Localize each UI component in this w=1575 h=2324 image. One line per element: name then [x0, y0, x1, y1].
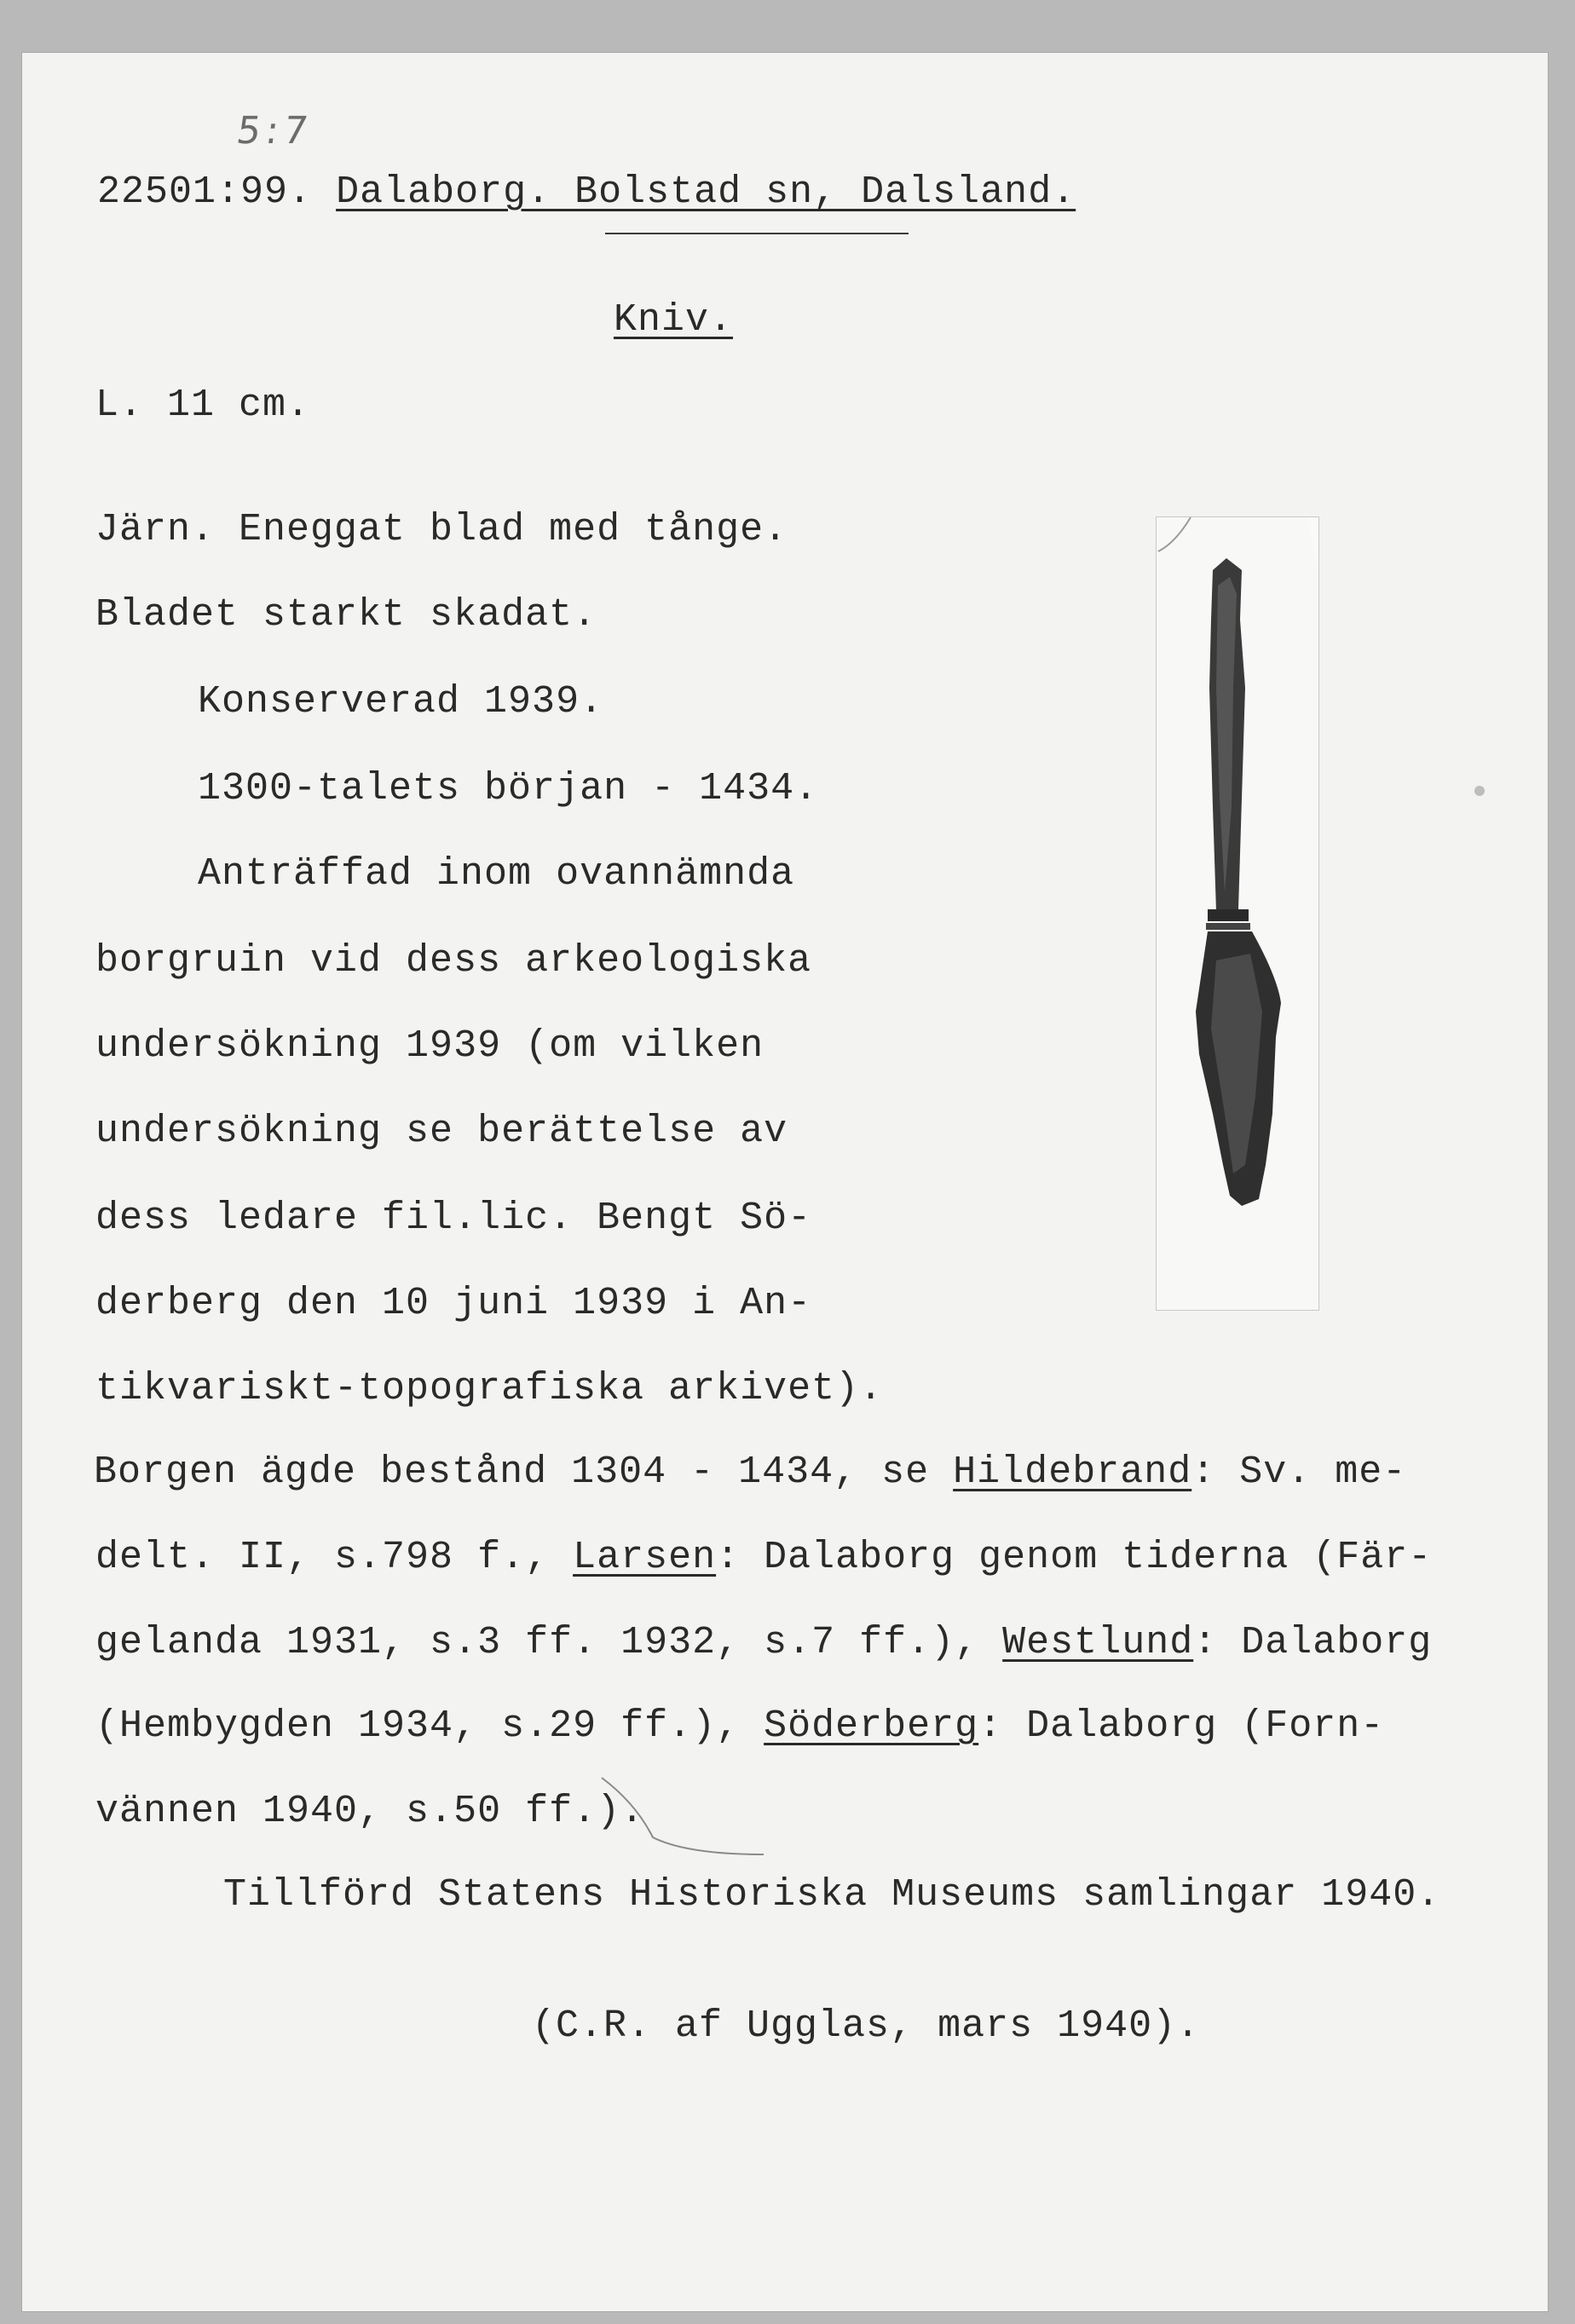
description-line: derberg den 10 juni 1939 i An-	[95, 1282, 812, 1325]
literature-line	[95, 1621, 1432, 1664]
dust-speck	[1474, 786, 1485, 796]
handwritten-number: 5:7	[234, 109, 316, 153]
literature-line	[95, 1536, 1432, 1579]
literature-reference: Hildebrand	[953, 1450, 1192, 1494]
description-line: borgruin vid dess arkeologiska	[95, 939, 812, 983]
description-line: Konserverad 1939.	[198, 680, 604, 724]
literature-text: : Dalaborg genom tiderna (Fär-	[716, 1536, 1433, 1579]
literature-text: (Hembygden 1934, s.29 ff.),	[95, 1704, 764, 1748]
literature-text: : Sv. me-	[1191, 1450, 1407, 1494]
literature-reference: Westlund	[1002, 1621, 1194, 1664]
literature-text: delt. II, s.798 f.,	[95, 1536, 574, 1579]
literature-line	[94, 1450, 1406, 1494]
literature-text: Borgen ägde bestånd 1304 - 1434, se	[94, 1450, 954, 1494]
card-header	[97, 170, 1076, 214]
knife-photograph	[1156, 516, 1319, 1311]
description-line: 1300-talets början - 1434.	[198, 767, 819, 810]
literature-text: : Dalaborg (Forn-	[978, 1704, 1385, 1748]
signature-line: (C.R. af Ugglas, mars 1940).	[532, 2004, 1201, 2048]
find-location: Dalaborg. Bolstad sn, Dalsland.	[336, 170, 1076, 214]
literature-reference: Larsen	[573, 1536, 717, 1579]
description-line: undersökning 1939 (om vilken	[95, 1024, 764, 1068]
object-length: L. 11 cm.	[95, 383, 311, 427]
description-line: undersökning se berättelse av	[95, 1110, 788, 1153]
knife-image	[1157, 517, 1318, 1310]
header-extra-rule	[605, 233, 909, 234]
inventory-number: 22501:99.	[97, 170, 313, 214]
description-line: dess ledare fil.lic. Bengt Sö-	[95, 1197, 812, 1240]
literature-line	[95, 1704, 1384, 1748]
acquisition-note: Tillförd Statens Historiska Museums samlingar 1940.	[223, 1873, 1441, 1917]
description-line: tikvariskt-topografiska arkivet).	[95, 1367, 884, 1410]
description-line: Anträffad inom ovannämnda	[198, 852, 795, 896]
catalog-card	[22, 53, 1548, 2311]
literature-reference: Söderberg	[764, 1704, 979, 1748]
pencil-mark	[585, 1761, 789, 1863]
literature-text: gelanda 1931, s.3 ff. 1932, s.7 ff.),	[95, 1621, 1003, 1664]
literature-text: : Dalaborg	[1193, 1621, 1433, 1664]
literature-line: vännen 1940, s.50 ff.).	[95, 1790, 645, 1833]
object-title: Kniv.	[614, 298, 734, 342]
description-line: Järn. Eneggat blad med tånge.	[95, 508, 788, 551]
description-line: Bladet starkt skadat.	[95, 593, 597, 637]
